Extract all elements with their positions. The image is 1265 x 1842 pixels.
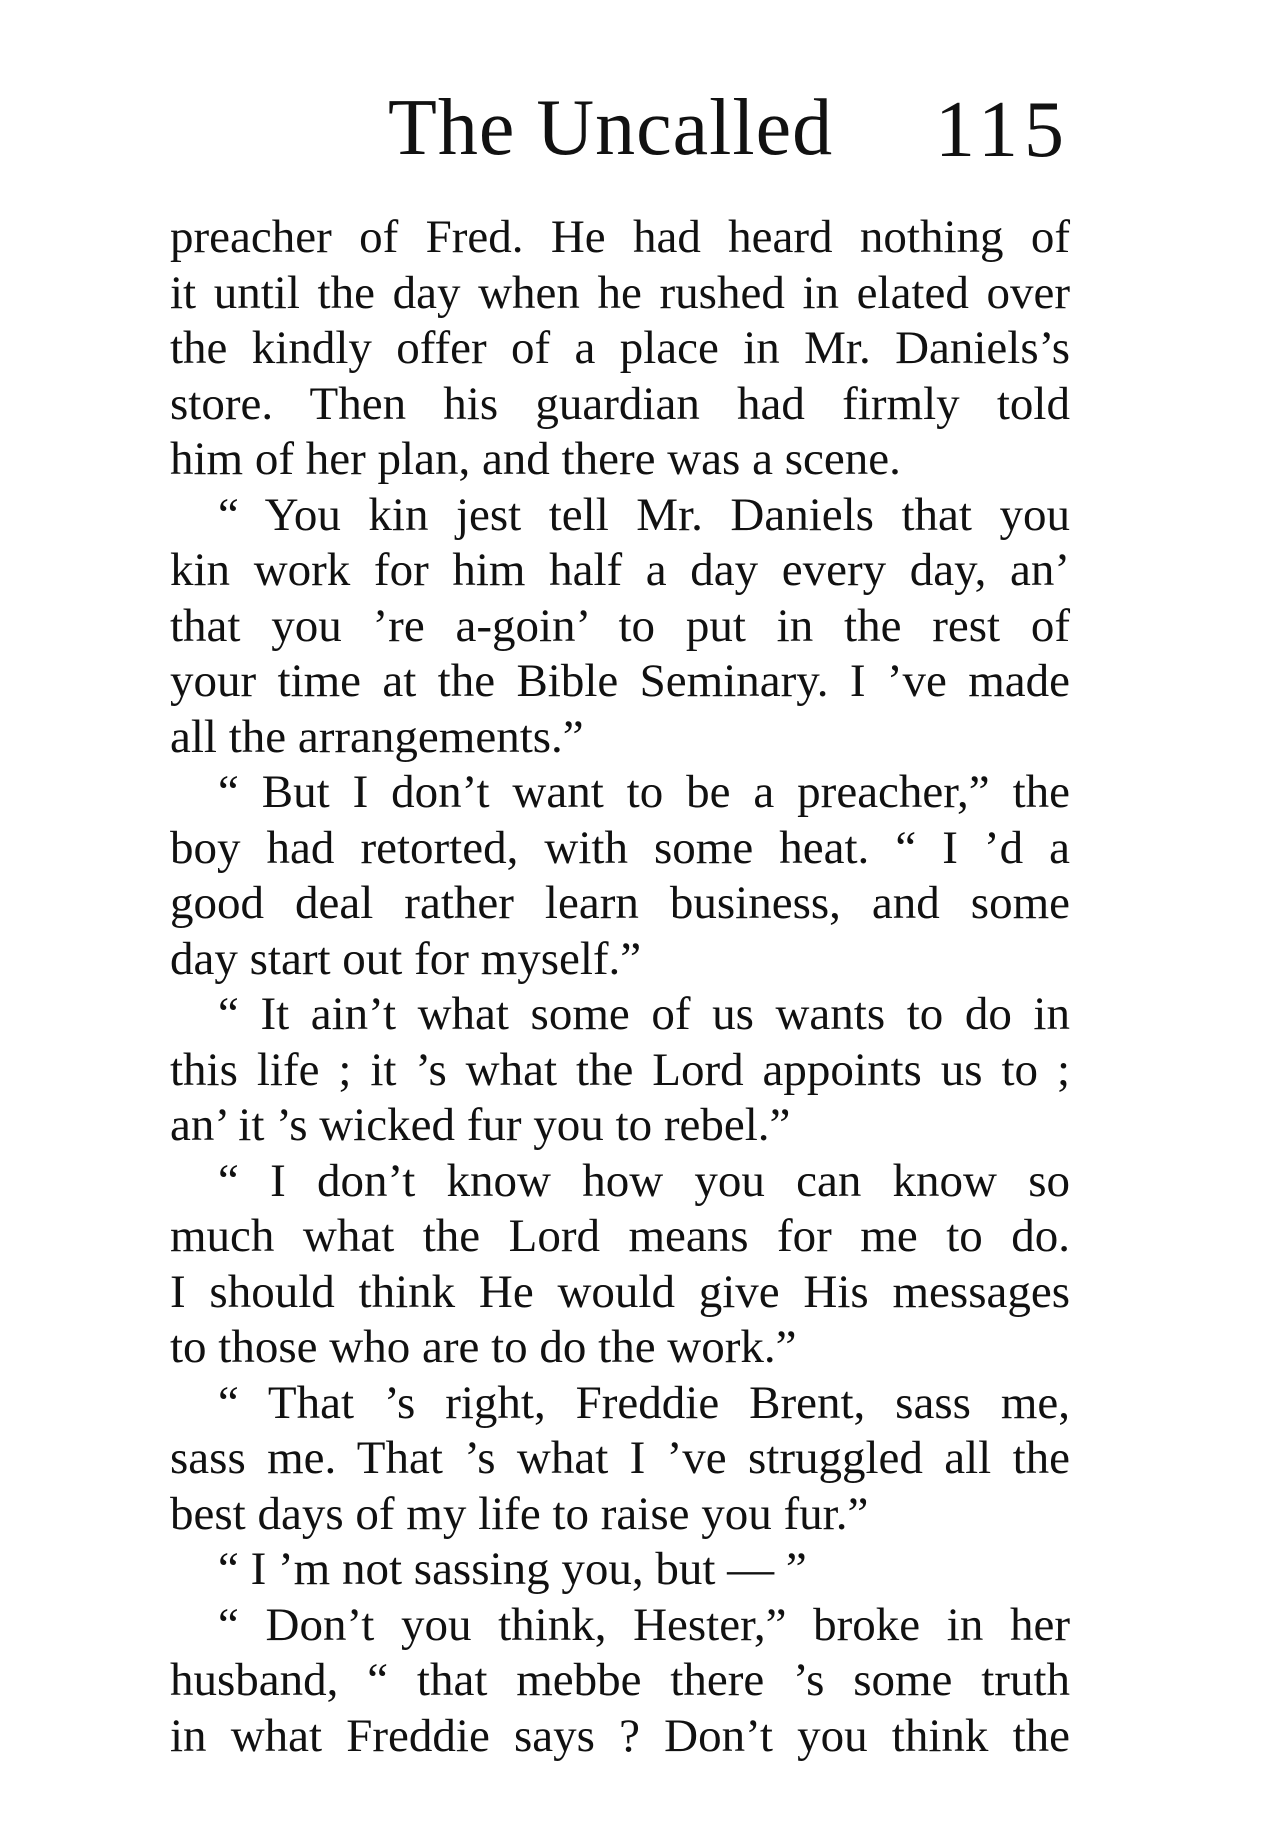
text-line: best days of my life to raise you fur.” [170, 1487, 869, 1540]
text-line: kin work for him half a day every day, an’ [170, 544, 1070, 596]
text-line: “ But I don’t want to be a preacher,” the [218, 766, 1070, 818]
text-line: him of her plan, and there was a scene. [170, 433, 901, 485]
text-line: much what the Lord means for me to do. [170, 1210, 1070, 1262]
text-line: “ That ’s right, Freddie Brent, sass me, [218, 1376, 1070, 1429]
text-line: all the arrangements.” [170, 710, 584, 763]
text-line: store. Then his guardian had firmly told [170, 377, 1070, 430]
running-header [170, 84, 1070, 174]
running-title: The Uncalled [388, 84, 834, 172]
text-line: it until the day when he rushed in elated over [170, 266, 1070, 319]
text-line: husband, “ that mebbe there ’s some truth [170, 1654, 1070, 1706]
body-text [170, 210, 1070, 1764]
text-line: this life ; it ’s what the Lord appoints us to ; [170, 1043, 1070, 1096]
text-line: that you ’re a-goin’ to put in the rest of [170, 599, 1070, 652]
text-line: “ I don’t know how you can know so [218, 1154, 1070, 1207]
text-line: your time at the Bible Seminary. I ’ve made [170, 655, 1070, 707]
text-line: “ You kin jest tell Mr. Daniels that you [218, 488, 1070, 541]
text-line: “ I ’m not sassing you, but — ” [218, 1543, 807, 1595]
text-line: sass me. That ’s what I ’ve struggled all the [170, 1432, 1070, 1484]
text-line: “ It ain’t what some of us wants to do in [218, 988, 1070, 1040]
text-line: to those who are to do the work.” [170, 1321, 797, 1373]
text-line: boy had retorted, with some heat. “ I ’d a [170, 821, 1070, 874]
text-line: in what Freddie says ? Don’t you think the [170, 1709, 1070, 1762]
text-line: the kindly offer of a place in Mr. Daniels’s [170, 322, 1070, 374]
text-line: “ Don’t you think, Hester,” broke in her [218, 1598, 1070, 1651]
text-line: an’ it ’s wicked fur you to rebel.” [170, 1099, 791, 1151]
text-line: day start out for myself.” [170, 932, 642, 985]
text-line: preacher of Fred. He had heard nothing of [170, 211, 1070, 263]
text-line: good deal rather learn business, and some [170, 877, 1070, 929]
page-number: 115 [934, 86, 1070, 174]
text-line: I should think He would give His messages [170, 1265, 1070, 1318]
